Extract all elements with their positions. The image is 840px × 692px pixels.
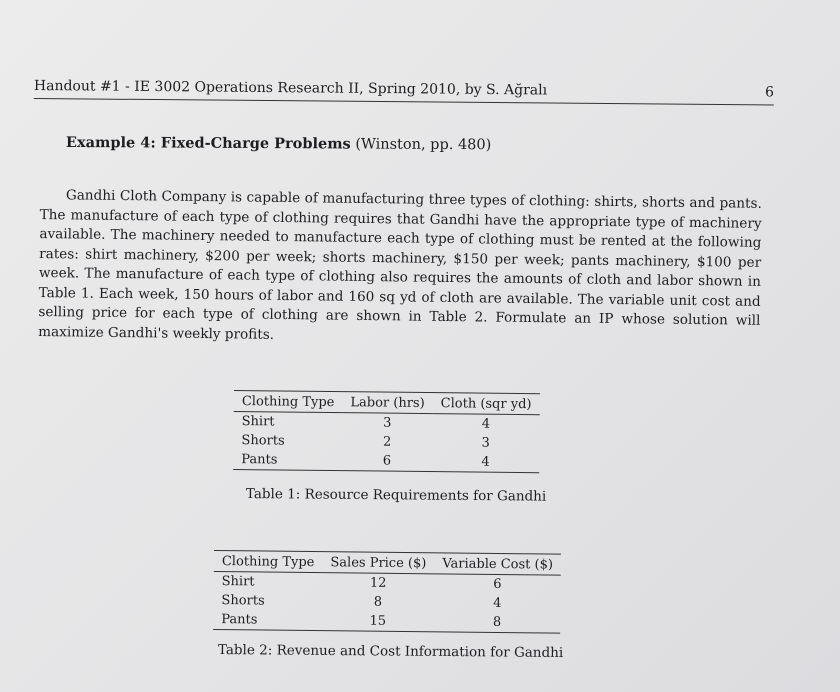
table-cell: 4 (481, 454, 490, 470)
column-header: Cloth (sqr yd) (433, 394, 540, 415)
table-cell: Pants (221, 612, 258, 628)
table-row (213, 610, 560, 633)
table-cell: 6 (382, 453, 392, 469)
example-title (66, 134, 491, 153)
resource-table (233, 392, 539, 472)
table2-container (213, 550, 561, 634)
table-cell: 3 (481, 435, 490, 451)
page-header (34, 78, 774, 105)
table-cell: 4 (481, 416, 491, 432)
column-header: Variable Cost ($) (434, 554, 561, 575)
table-cell: Pants (241, 452, 278, 468)
table-cell: 4 (493, 595, 502, 612)
table-header-row (234, 392, 540, 415)
table-row (233, 431, 539, 453)
header-title: Handout #1 - IE 3002 Operations Research II, Spring 2010, by S. Ağralı (33, 78, 548, 99)
table1-container (233, 390, 539, 473)
problem-paragraph: Gandhi Cloth Company is capable of manufacturing three types of clothing: shirts, shorts and pants. The manufacture of each type of clothing requires that Gandhi have the appropriate type of machinery available. The machinery needed to manufacture each type of clothing must be rented at the following rates: shirt machinery, $200 per week; shorts machinery, $150 per week; pants machinery, $100 per week. The manufacture of each type of clothing also requires the amounts of cloth and labor shown in Table 1. Each week, 150 hours of labor and 160 sq yd of cloth are available. The variable unit cost and selling price for each type of clothing are shown in Table 2. Formulate an IP whose solution will maximize Gandhi's weekly profits. (38, 187, 762, 343)
table-cell: Shirt (241, 414, 275, 430)
column-header: Clothing Type (234, 392, 343, 413)
table-cell: 2 (382, 434, 392, 450)
column-header: Labor (hrs) (342, 393, 432, 413)
table-cell: Shorts (241, 433, 285, 449)
example-reference: (Winston, pp. 480) (355, 136, 492, 154)
table-cell: 12 (369, 575, 387, 591)
table-cell: Shorts (221, 593, 265, 609)
table-row (233, 450, 539, 472)
page-number: 6 (764, 84, 774, 101)
table-cell: 6 (493, 576, 502, 593)
table2-caption: Table 2: Revenue and Cost Information for Gandhi (217, 642, 564, 662)
revenue-table (213, 552, 561, 633)
table-cell: 15 (369, 613, 387, 629)
table-cell: 8 (373, 594, 383, 610)
example-label: Example 4: Fixed-Charge Problems (65, 134, 351, 153)
table-cell: Shirt (221, 574, 255, 590)
table-cell: 3 (383, 415, 392, 431)
column-header: Sales Price ($) (322, 553, 434, 574)
table1-caption: Table 1: Resource Requirements for Gandhi (245, 486, 547, 505)
table-cell: 8 (492, 614, 502, 631)
column-header: Clothing Type (214, 552, 323, 573)
